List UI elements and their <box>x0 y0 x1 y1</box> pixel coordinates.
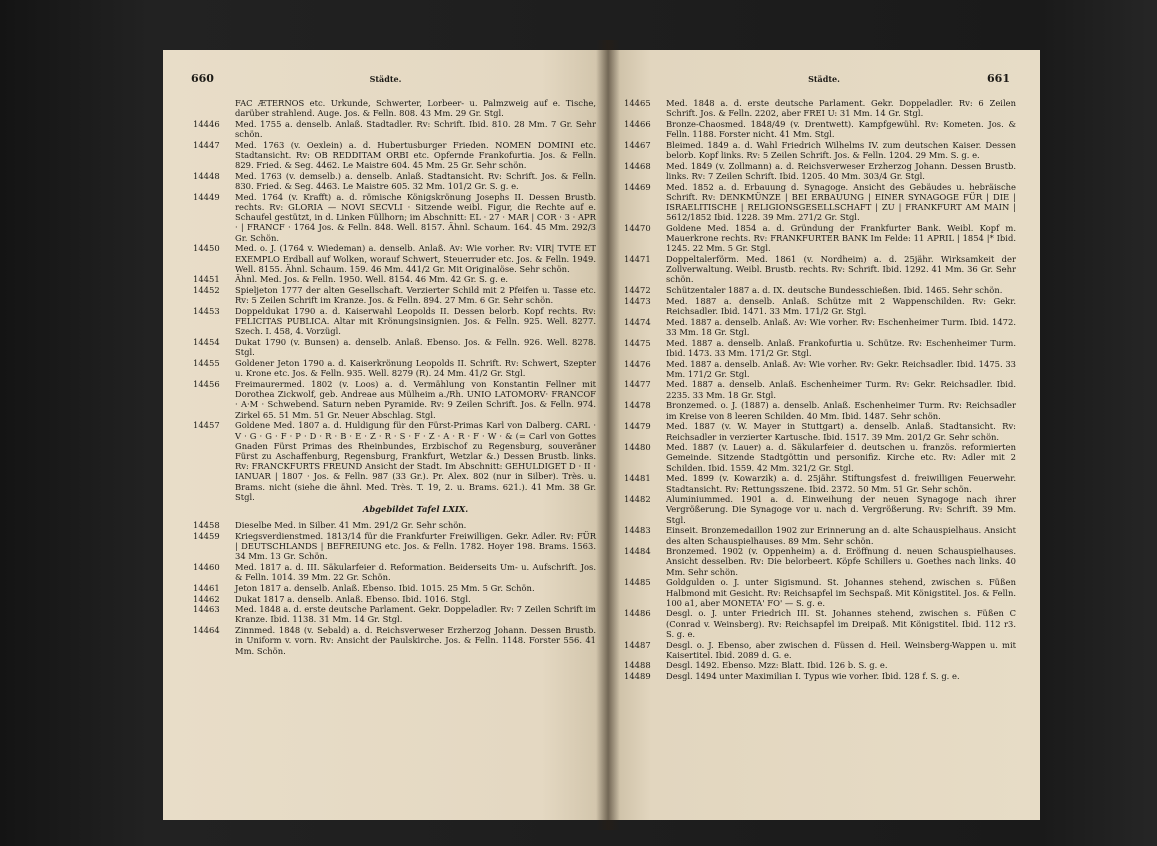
lot-description: Desgl. o. J. unter Friedrich III. St. Johannes stehend, zwischen s. Füßen C (Conrad v. Weinsberg). Rv: Reichsapfel im Dreipaß. Mit Königstitel. Ibid. 112 r3. S. g. e. <box>666 608 1016 639</box>
lot-number: 14447 <box>193 139 220 150</box>
catalog-entry <box>193 358 596 378</box>
lot-description: Bronze-Chaosmed. 1848/49 (v. Drentwett). Kampfgewühl. Rv: Kometen. Jos. & Felln. 1188. Forster nicht. 41 Mm. Stgl. <box>666 118 1016 140</box>
lot-number: 14469 <box>624 181 651 192</box>
catalog-entry <box>624 161 1016 181</box>
lot-number: 14452 <box>193 285 220 296</box>
catalog-entry <box>193 140 596 171</box>
catalog-entry <box>193 625 596 656</box>
lot-number: 14484 <box>624 546 651 557</box>
catalog-entry <box>193 562 596 582</box>
lot-description: Dukat 1790 (v. Bunsen) a. denselb. Anlaß. Ebenso. Jos. & Felln. 926. Well. 8278. Stgl. <box>235 337 596 358</box>
lot-number: 14489 <box>624 671 651 682</box>
left-page <box>163 50 608 820</box>
book-gutter <box>596 40 620 830</box>
lot-description: Bleimed. 1849 a. d. Wahl Friedrich Wilhelms IV. zum deutschen Kaiser. Dessen belorb. Kopf links. Rv: 5 Zeilen Schrift. Jos. & Felln. 1204. 29 Mm. S. g. e. <box>666 139 1016 161</box>
lot-description: Ähnl. Med. Jos. & Felln. 1950. Well. 8154. 46 Mm. 42 Gr. S. g. e. <box>235 274 509 285</box>
catalog-entry <box>193 285 596 305</box>
lot-number: 14456 <box>193 378 220 389</box>
lot-number: 14473 <box>624 295 651 306</box>
page-number: 661 <box>987 72 1010 85</box>
catalog-entry <box>624 182 1016 223</box>
lot-number: 14483 <box>624 525 651 536</box>
catalog-entry <box>624 254 1016 285</box>
lot-description: Med. 1848 a. d. erste deutsche Parlament. Gekr. Doppeladler. Rv: 7 Zeilen Schrift im Kranze. Ibid. 1138. 31 Mm. 14 Gr. Stgl. <box>235 604 596 625</box>
lot-description: FAC ÆTERNOS etc. Urkunde, Schwerter, Lorbeer- u. Palmzweig auf e. Tische, darüber strahlend. Auge. Jos. & Felln. 808. 43 Mm. 29 Gr. Stgl. <box>235 98 596 119</box>
lot-description: Dukat 1817 a. denselb. Anlaß. Ebenso. Ibid. 1016. Stgl. <box>235 593 471 604</box>
catalog-entry <box>193 531 596 562</box>
lot-description: Desgl. o. J. Ebenso, aber zwischen d. Füssen d. Heil. Weinsberg-Wappen u. mit Kaisertitel. Ibid. 2089 d. G. e. <box>666 639 1016 660</box>
lot-description: Einseit. Bronzemedaillon 1902 zur Erinnerung an d. alte Schauspielhaus. Ansicht des alten Schauspielhauses. 89 Mm. Sehr schön. <box>666 525 1016 546</box>
catalog-entry <box>193 306 596 337</box>
lot-description: Med. 1887 (v. Lauer) a. d. Säkularfeier d. deutschen u. französ. reformierten Gemeinde. Sitzende Stadtgöttin und personifiz. Kirche etc. Rv: Adler mit 2 Schilden. Ibid. 1559. 42 Mm. 321/2 Gr. Stgl. <box>666 442 1016 473</box>
catalog-entry <box>624 640 1016 660</box>
lot-number: 14487 <box>624 639 651 650</box>
catalog-entry <box>193 192 596 243</box>
lot-description: Med. 1887 (v. W. Mayer in Stuttgart) a. denselb. Anlaß. Stadtansicht. Rv: Reichsadler in verzierter Kartusche. Ibid. 1517. 39 Mm. 201/2 Gr. Sehr schön. <box>666 421 1016 442</box>
lot-number: 14461 <box>193 582 220 593</box>
catalog-entry <box>193 337 596 357</box>
lot-description: Goldgulden o. J. unter Sigismund. St. Johannes stehend, zwischen s. Füßen Halbmond mit Gesicht. Rv: Reichsapfel im Sechspaß. Mit Königstitel. Jos. & Felln. 100 a1, aber MONETA' FO' — S. g. e. <box>666 577 1016 608</box>
lot-number: 14485 <box>624 577 651 588</box>
lot-number: 14463 <box>193 604 220 615</box>
running-title: Städte. <box>369 74 402 84</box>
lot-number: 14471 <box>624 254 651 265</box>
lot-description: Dieselbe Med. in Silber. 41 Mm. 291/2 Gr. Sehr schön. <box>235 520 467 531</box>
lot-description: Goldene Med. 1807 a. d. Huldigung für den Fürst-Primas Karl von Dalberg. CARL · V · G · G · F · P · D · R · B · E · Z · R · S · F · Z · A · R · F · W · & (= Carl von Gottes Gnaden Fürst Primas des Rheinbundes, Erzbischof zu Regensburg, souveräner Fürst zu Aschaffenburg, Regensburg, Frankfurt, Wetzlar &.) Dessen Brustb. links. Rv: FRANCKFURTS FREUND Ansicht der Stadt. Im Abschnitt: GEHULDIGET D · II · IANUAR | 1807 · Jos. & Felln. 987 (33 Gr.). Pr. Alex. 802 (nur in Silber). Très. u. Brams. nicht (siehe die ähnl. Med. Très. T. 19, 2. u. Brams. 621.). 41 Mm. 38 Gr. Stgl. <box>235 420 596 502</box>
lot-number: 14458 <box>193 520 220 531</box>
lot-description: Med. 1887 a. denselb. Anlaß. Eschenheimer Turm. Rv: Gekr. Reichsadler. Ibid. 2235. 33 Mm. 18 Gr. Stgl. <box>666 379 1016 400</box>
lot-number: 14486 <box>624 608 651 619</box>
lot-number: 14453 <box>193 306 220 317</box>
lot-number: 14457 <box>193 420 220 431</box>
lot-number: 14448 <box>193 170 220 181</box>
lot-number: 14470 <box>624 222 651 233</box>
lot-number: 14467 <box>624 139 651 150</box>
right-page-entries <box>624 98 1016 682</box>
lot-number: 14475 <box>624 337 651 348</box>
lot-description: Med. 1849 (v. Zollmann) a. d. Reichsverweser Erzherzog Johann. Dessen Brustb. links. Rv: 7 Zeilen Schrift. Ibid. 1205. 40 Mm. 303/4 Gr. Stgl. <box>666 160 1016 181</box>
lot-number: 14459 <box>193 530 220 541</box>
lot-description: Kriegsverdienstmed. 1813/14 für die Frankfurter Freiwilligen. Gekr. Adler. Rv: FÜR | DEUTSCHLANDS | BEFREIUNG etc. Jos. & Felln. 1782. Hoyer 198. Brams. 1563. 34 Mm. 13 Gr. Schön. <box>235 530 596 562</box>
lot-number: 14472 <box>624 285 651 296</box>
lot-description: Zinnmed. 1848 (v. Sebald) a. d. Reichsverweser Erzherzog Johann. Dessen Brustb. in Uniform v. vorn. Rv: Ansicht der Paulskirche. Jos. & Felln. 1148. Forster 556. 41 Mm. Schön. <box>235 625 596 656</box>
catalog-entry <box>624 494 1016 525</box>
lot-description: Schützentaler 1887 a. d. IX. deutsche Bundesschießen. Ibid. 1465. Sehr schön. <box>666 285 1003 296</box>
lot-description: Med. 1763 (v. Oexlein) a. d. Hubertusburger Frieden. NOMEN DOMINI etc. Stadtansicht. Rv: OB REDDITAM ORBI etc. Opfernde Frankofurtia. Jos. & Felln. 829. Fried. & Seg. 4462. Le Maistre 604. 45 Mm. 25 Gr. Sehr schön. <box>235 139 596 171</box>
catalog-entry <box>193 379 596 420</box>
lot-description: Goldene Med. 1854 a. d. Gründung der Frankfurter Bank. Weibl. Kopf m. Mauerkrone rechts. Rv: FRANKFURTER BANK Im Felde: 11 APRIL | 1854 |* Ibid. 1245. 22 Mm. 5 Gr. Stgl. <box>666 222 1016 254</box>
lot-description: Med. 1817 a. d. III. Säkularfeier d. Reformation. Beiderseits Um- u. Aufschrift. Jos. & Felln. 1014. 39 Mm. 22 Gr. Schön. <box>235 561 596 583</box>
lot-description: Desgl. 1494 unter Maximilian I. Typus wie vorher. Ibid. 128 f. S. g. e. <box>666 671 960 682</box>
catalog-entry <box>193 274 596 284</box>
lot-number: 14449 <box>193 191 220 202</box>
lot-description: Jeton 1817 a. denselb. Anlaß. Ebenso. Ibid. 1015. 25 Mm. 5 Gr. Schön. <box>235 582 535 593</box>
right-page-header <box>608 72 1040 86</box>
catalog-entry <box>193 520 596 530</box>
left-page-header <box>163 72 608 86</box>
lot-number: 14481 <box>624 473 651 484</box>
page-number: 660 <box>191 72 214 85</box>
lot-description: Spieljeton 1777 der alten Gesellschaft. Verzierter Schild mit 2 Pfeifen u. Tasse etc. Rv: 5 Zeilen Schrift im Kranze. Jos. & Felln. 894. 27 Mm. 6 Gr. Sehr schön. <box>235 285 596 306</box>
lot-description: Goldener Jeton 1790 a. d. Kaiserkrönung Leopolds II. Schrift. Rv: Schwert, Szepter u. Krone etc. Jos. & Felln. 935. Well. 8279 (R). 24 Mm. 41/2 Gr. Stgl. <box>235 358 596 379</box>
catalog-entry <box>624 98 1016 118</box>
lot-number: 14477 <box>624 379 651 390</box>
catalog-entry <box>193 98 596 118</box>
lot-description: Freimaurermed. 1802 (v. Loos) a. d. Vermählung von Konstantin Fellner mit Dorothea Zickwolf, geb. Andreae aus Mülheim a./Rh. UNIO LATOMORV· FRANCOF · A·M · Schwebend. Saturn neben Pyramide. Rv: 9 Zeilen Schrift. Jos. & Felln. 974. Zirkel 65. 51 Mm. 51 Gr. Neuer Abschlag. Stgl. <box>235 378 596 420</box>
lot-description: Med. 1852 a. d. Erbauung d. Synagoge. Ansicht des Gebäudes u. hebräische Schrift. Rv: DENKMÜNZE | BEI ERBAUUNG | EINER SYNAGOGE FÜR | DIE | ISRAELITISCHE | RELIGIONSGESELLSCHAFT | ZU | FRANKFURT AM MAIN | 5612/1852 Ibid. 1228. 39 Mm. 271/2 Gr. Stgl. <box>666 181 1016 223</box>
lot-number: 14465 <box>624 98 651 108</box>
catalog-entry <box>624 119 1016 139</box>
lot-description: Bronzemed. 1902 (v. Oppenheim) a. d. Eröffnung d. neuen Schauspielhauses. Ansicht desselben. Rv: Die belorbeert. Köpfe Schillers u. Goethes nach links. 40 Mm. Sehr schön. <box>666 546 1016 577</box>
lot-number: 14464 <box>193 625 220 636</box>
plate-reference: Abgebildet Tafel LXIX. <box>362 503 469 514</box>
lot-description: Aluminiummed. 1901 a. d. Einweihung der neuen Synagoge nach ihrer Vergrößerung. Die Synagoge vor u. nach d. Vergrößerung. Rv: Schrift. 39 Mm. Stgl. <box>666 494 1016 525</box>
lot-number: 14460 <box>193 561 220 572</box>
lot-description: Med. 1899 (v. Kowarzik) a. d. 25jähr. Stiftungsfest d. freiwilligen Feuerwehr. Stadtansicht. Rv: Rettungsszene. Ibid. 2372. 50 Mm. 51 Gr. Sehr schön. <box>666 473 1016 494</box>
lot-number: 14446 <box>193 118 220 129</box>
catalog-entry <box>624 338 1016 358</box>
catalog-entry <box>624 285 1016 295</box>
catalog-entry <box>624 442 1016 473</box>
lot-description: Med. 1848 a. d. erste deutsche Parlament. Gekr. Doppeladler. Rv: 6 Zeilen Schrift. Jos. & Felln. 2202, aber FREI U: 31 Mm. 14 Gr. Stgl. <box>666 98 1016 119</box>
lot-number: 14480 <box>624 442 651 453</box>
catalog-entry <box>624 317 1016 337</box>
left-page-entries <box>193 98 596 656</box>
right-page <box>608 50 1040 820</box>
catalog-entry <box>624 660 1016 670</box>
lot-description: Med. 1887 a. denselb. Anlaß. Av: Wie vorher. Rv: Gekr. Reichsadler. Ibid. 1475. 33 Mm. 171/2 Gr. Stgl. <box>666 358 1016 379</box>
catalog-entry <box>624 608 1016 639</box>
catalog-entry <box>193 604 596 624</box>
lot-description: Med. o. J. (1764 v. Wiedeman) a. denselb. Anlaß. Av: Wie vorher. Rv: VIR| TVTE ET EXEMPLO Erdball auf Wolken, worauf Schwert, Steuerruder etc. Jos. & Felln. 1949. Well. 8155. Ähnl. Schaum. 159. 46 Mm. 441/2 Gr. Mit Originalöse. Sehr schön. <box>235 243 596 274</box>
catalog-entry <box>193 594 596 604</box>
catalog-entry <box>624 379 1016 399</box>
lot-description: Doppeldukat 1790 a. d. Kaiserwahl Leopolds II. Dessen belorb. Kopf rechts. Rv: FELICITAS PUBLICA. Altar mit Krönungsinsignien. Jos. & Felln. 925. Well. 8277. Szech. I. 458, 4. Vorzügl. <box>235 306 596 337</box>
catalog-entry <box>624 473 1016 493</box>
catalog-entry <box>624 140 1016 160</box>
lot-number: 14488 <box>624 660 651 671</box>
lot-number: 14462 <box>193 593 220 604</box>
catalog-entry <box>193 119 596 139</box>
lot-number: 14476 <box>624 358 651 369</box>
lot-number: 14482 <box>624 494 651 505</box>
catalog-entry <box>624 223 1016 254</box>
lot-number: 14478 <box>624 400 651 411</box>
lot-number: 14451 <box>193 274 220 285</box>
lot-number: 14466 <box>624 118 651 129</box>
lot-description: Med. 1887 a. denselb. Anlaß. Av: Wie vorher. Rv: Eschenheimer Turm. Ibid. 1472. 33 Mm. 18 Gr. Stgl. <box>666 316 1016 337</box>
catalog-entry <box>624 577 1016 608</box>
lot-description: Med. 1763 (v. demselb.) a. denselb. Anlaß. Stadtansicht. Rv: Schrift. Jos. & Felln. 830. Fried. & Seg. 4463. Le Maistre 605. 32 Mm. 101/2 Gr. S. g. e. <box>235 170 596 192</box>
lot-number: 14474 <box>624 316 651 327</box>
lot-description: Med. 1887 a. denselb. Anlaß. Schütze mit 2 Wappenschilden. Rv: Gekr. Reichsadler. Ibid. 1471. 33 Mm. 171/2 Gr. Stgl. <box>666 295 1016 317</box>
catalog-entry <box>193 420 596 502</box>
catalog-entry <box>624 400 1016 420</box>
lot-number: 14479 <box>624 421 651 432</box>
lot-description: Doppeltalerförm. Med. 1861 (v. Nordheim) a. d. 25jähr. Wirksamkeit der Zollverwaltung. Weibl. Brustb. rechts. Rv: Schrift. Ibid. 1292. 41 Mm. 36 Gr. Sehr schön. <box>666 254 1016 285</box>
running-title: Städte. <box>808 74 840 84</box>
lot-number: 14455 <box>193 358 220 369</box>
catalog-entry <box>193 243 596 274</box>
catalog-entry <box>193 583 596 593</box>
catalog-entry <box>624 525 1016 545</box>
catalog-entry <box>624 546 1016 577</box>
catalog-entry <box>193 171 596 191</box>
lot-description: Desgl. 1492. Ebenso. Mzz: Blatt. Ibid. 126 b. S. g. e. <box>666 660 888 671</box>
lot-number: 14468 <box>624 160 651 171</box>
catalog-entry <box>624 359 1016 379</box>
lot-description: Bronzemed. o. J. (1887) a. denselb. Anlaß. Eschenheimer Turm. Rv: Reichsadler im Kreise von 8 leeren Schilden. 40 Mm. Ibid. 1487. Sehr schön. <box>666 400 1016 421</box>
lot-description: Med. 1755 a. denselb. Anlaß. Stadtadler. Rv: Schrift. Ibid. 810. 28 Mm. 7 Gr. Sehr schön. <box>235 118 596 140</box>
catalog-entry <box>624 296 1016 316</box>
catalog-entry <box>624 421 1016 441</box>
lot-description: Med. 1887 a. denselb. Anlaß. Frankofurtia u. Schütze. Rv: Eschenheimer Turm. Ibid. 1473. 33 Mm. 171/2 Gr. Stgl. <box>666 337 1016 358</box>
lot-number: 14450 <box>193 243 220 254</box>
lot-description: Med. 1764 (v. Krafft) a. d. römische Königskrönung Josephs II. Dessen Brustb. rechts. Rv: GLORIA — NOVI SECVLI · Sitzende weibl. Figur, die Rechte auf e. Schaufel gestützt, in d. Linken Füllhorn; im Abschnitt: EL · 27 · MAR | COR · 3 · APR · | FRANCF · 1764 Jos. & Felln. 848. Well. 8157. Ähnl. Schaum. 164. 45 Mm. 292/3 Gr. Schön. <box>235 191 596 243</box>
lot-number: 14454 <box>193 337 220 348</box>
catalog-entry <box>624 671 1016 681</box>
